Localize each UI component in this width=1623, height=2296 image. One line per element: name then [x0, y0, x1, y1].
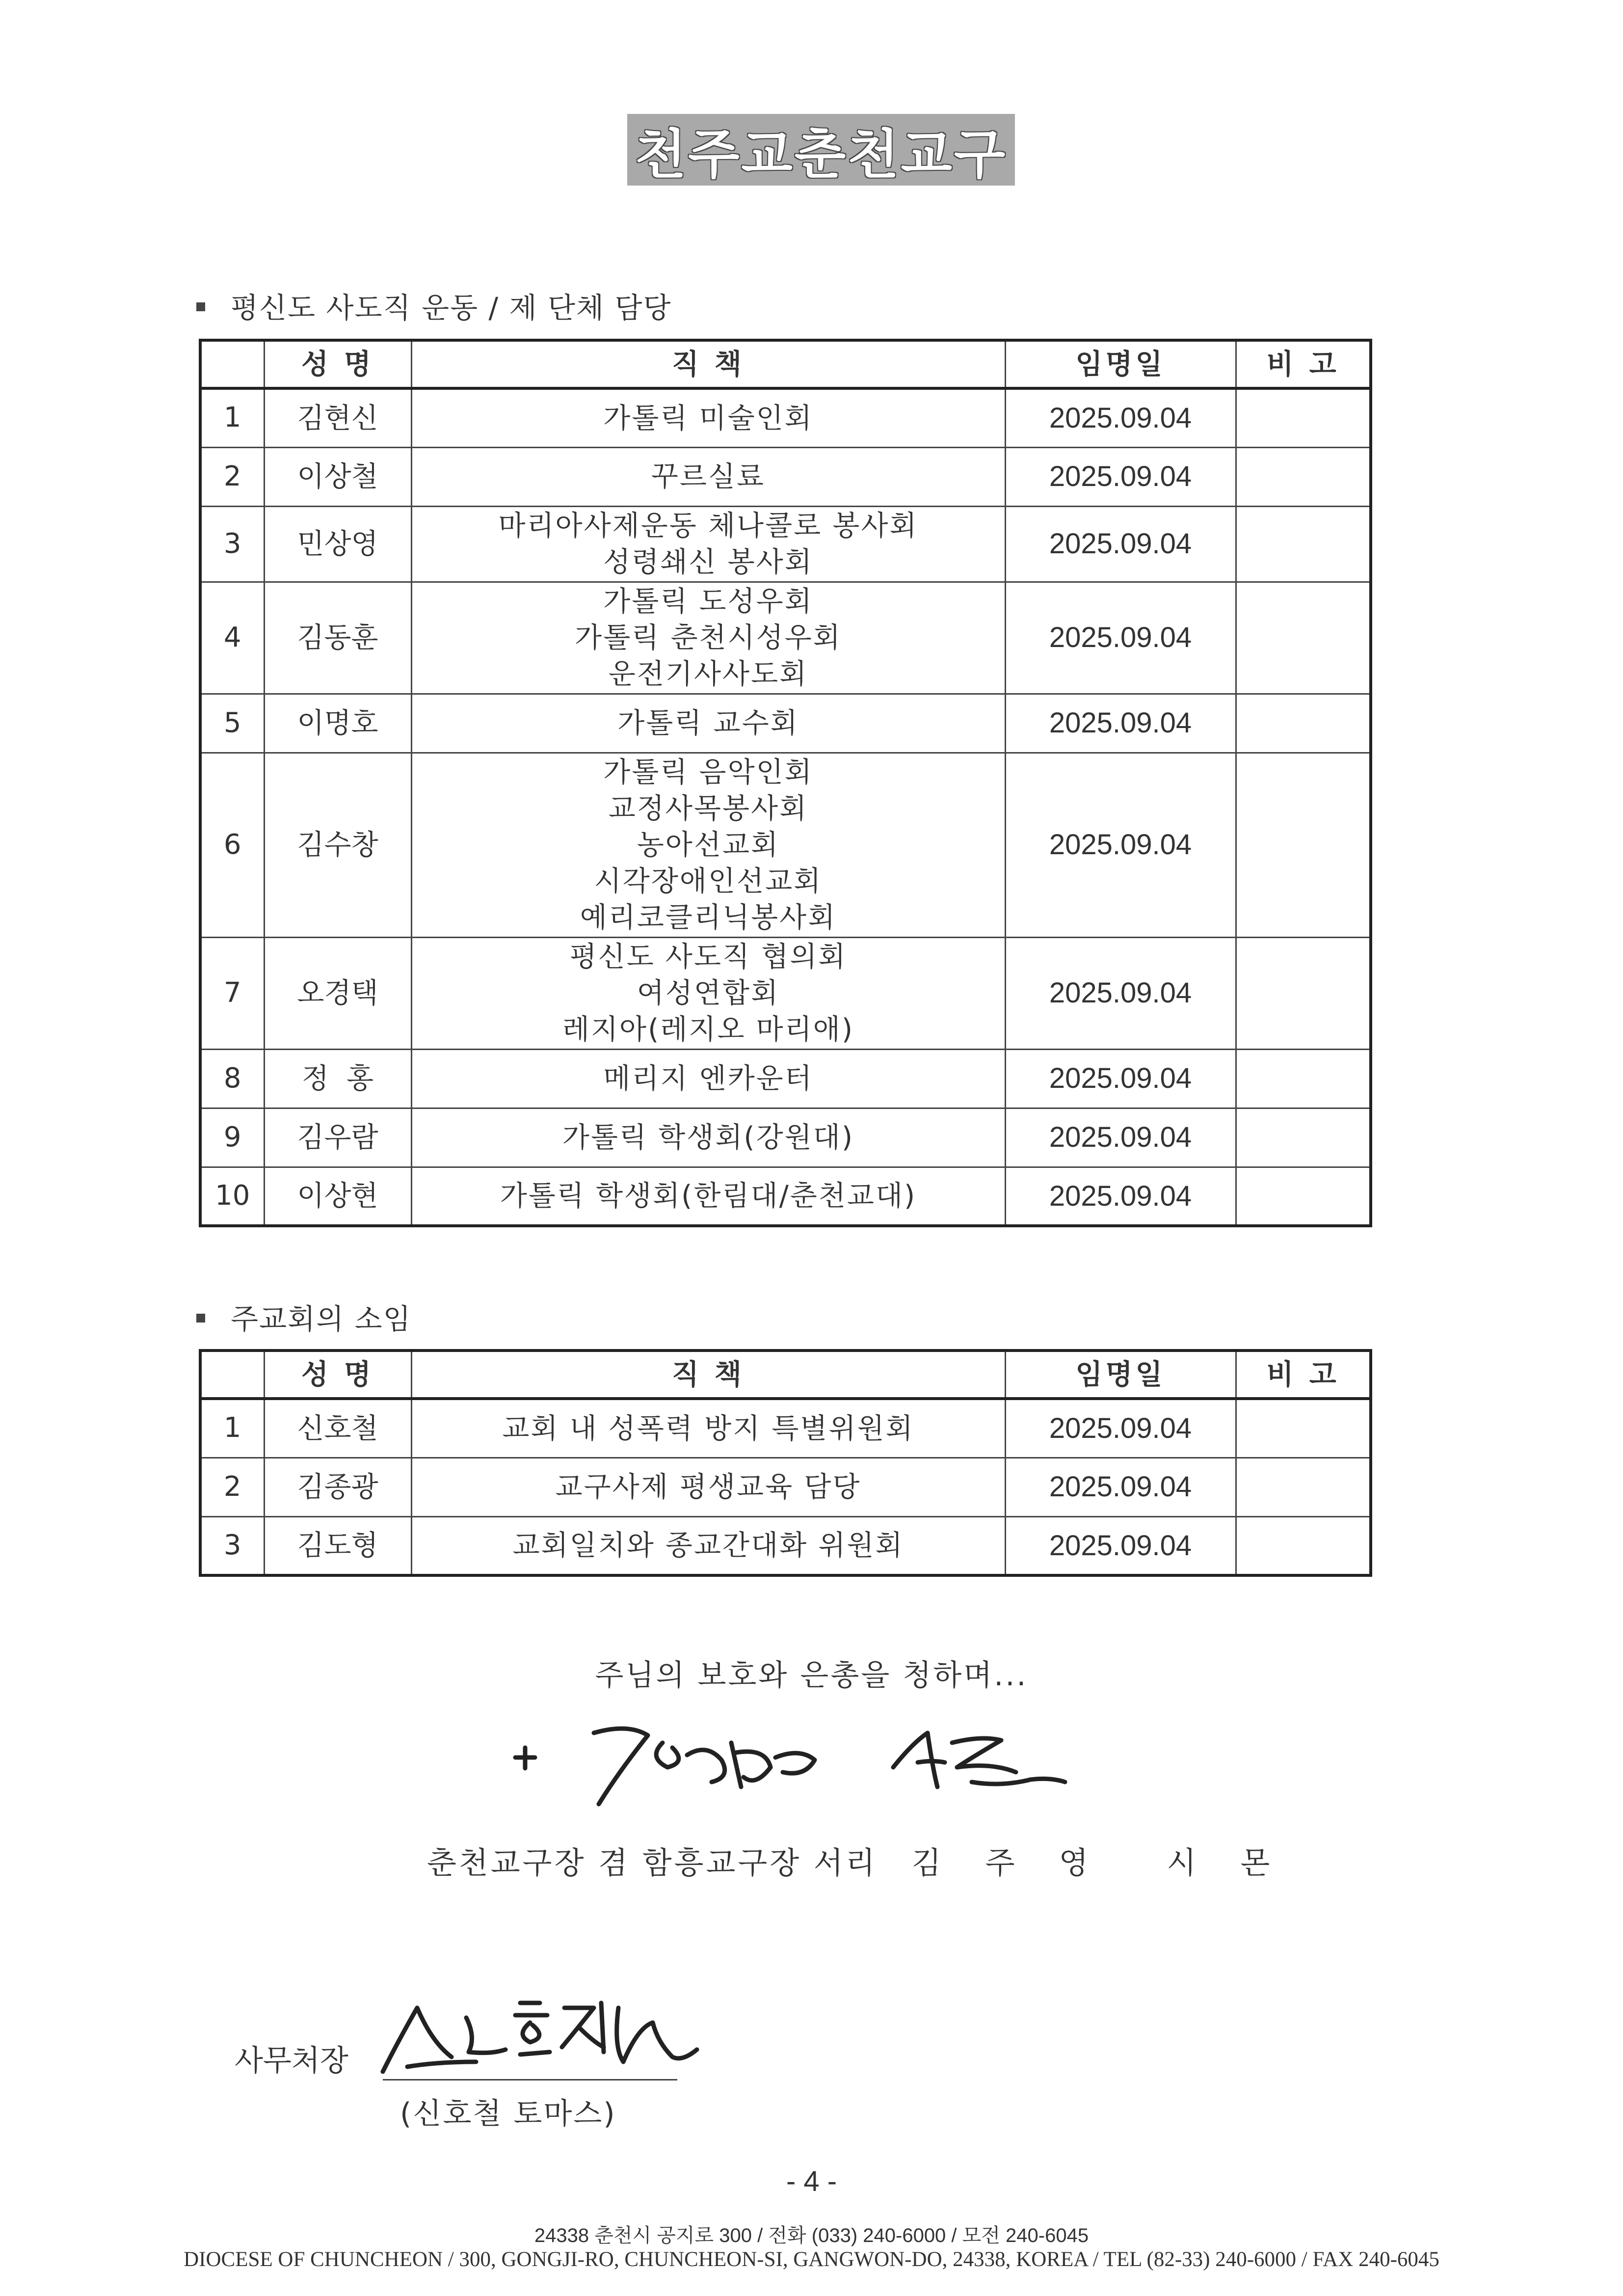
- position-cell: [411, 694, 1005, 753]
- appointment-date: 2025.09.04: [1005, 694, 1236, 753]
- appointment-date: 2025.09.04: [1005, 1049, 1236, 1108]
- row-number: 9: [200, 1108, 264, 1167]
- position-line: 여성연합회: [637, 976, 780, 1009]
- position-line: 꾸르실료: [651, 460, 766, 493]
- position-line: 가톨릭 도성우회: [603, 585, 813, 618]
- note-cell: [1236, 937, 1371, 1049]
- table-row: [200, 506, 1371, 582]
- person-name: 이상현: [264, 1167, 411, 1226]
- diocese-masthead: [627, 114, 1015, 186]
- position-line: 가톨릭 교수회: [617, 706, 799, 739]
- office-label: 사무처장: [235, 2044, 348, 2078]
- signature-underline: [383, 2079, 677, 2080]
- note-cell: [1236, 753, 1371, 937]
- position-line: 메리지 엔카운터: [603, 1062, 813, 1095]
- appointment-date: 2025.09.04: [1005, 1399, 1236, 1458]
- header-name: 성 명: [264, 340, 411, 388]
- position-cell: [411, 582, 1005, 694]
- footer-address-english: DIOCESE OF CHUNCHEON / 300, GONGJI-RO, CHUNCHEON-SI, GANGWON-DO, 24338, KOREA / TEL (82-33) 240-6000 / FAX 240-6045: [184, 2248, 1439, 2271]
- masthead-title: 천주교춘천교구: [635, 124, 1008, 186]
- section-2-table: [199, 1349, 1372, 1577]
- appointment-date: 2025.09.04: [1005, 1458, 1236, 1516]
- note-cell: [1236, 388, 1371, 447]
- position-line: 가톨릭 학생회(한림대/춘천교대): [500, 1180, 917, 1213]
- table-row: [200, 1167, 1371, 1226]
- appointment-date: 2025.09.04: [1005, 582, 1236, 694]
- position-cell: [411, 753, 1005, 937]
- person-name: 김동훈: [264, 582, 411, 694]
- position-cell: [411, 1049, 1005, 1108]
- person-name: 김우람: [264, 1108, 411, 1167]
- position-line: 성령쇄신 봉사회: [603, 546, 813, 578]
- table-header-row: [200, 340, 1371, 388]
- row-number: 3: [200, 506, 264, 582]
- page-number: - 4 -: [786, 2165, 837, 2197]
- appointment-date: 2025.09.04: [1005, 447, 1236, 506]
- row-number: 7: [200, 937, 264, 1049]
- position-line: 가톨릭 음악인회: [603, 756, 813, 788]
- position-line: 가톨릭 학생회(강원대): [562, 1121, 854, 1154]
- row-number: 2: [200, 1458, 264, 1516]
- header-date: 임명일: [1005, 340, 1236, 388]
- note-cell: [1236, 1399, 1371, 1458]
- note-cell: [1236, 582, 1371, 694]
- note-cell: [1236, 1516, 1371, 1575]
- row-number: 5: [200, 694, 264, 753]
- person-name: 김현신: [264, 388, 411, 447]
- person-name: 신호철: [264, 1399, 411, 1458]
- bishop-baptismal-name: 시몬: [1167, 1845, 1314, 1881]
- position-line: 교정사목봉사회: [608, 792, 808, 825]
- bishop-signature-image: [501, 1713, 1090, 1811]
- note-cell: [1236, 694, 1371, 753]
- position-cell: [411, 1108, 1005, 1167]
- position-cell: [411, 1458, 1005, 1516]
- position-cell: [411, 1167, 1005, 1226]
- appointment-date: 2025.09.04: [1005, 388, 1236, 447]
- position-line: 예리코클리닉봉사회: [580, 901, 837, 934]
- appointment-date: 2025.09.04: [1005, 1108, 1236, 1167]
- section-1-heading: [196, 285, 672, 326]
- row-number: 8: [200, 1049, 264, 1108]
- header-date: 임명일: [1005, 1351, 1236, 1399]
- header-note: 비 고: [1236, 1351, 1371, 1399]
- table-row: [200, 694, 1371, 753]
- section-1-title: 평신도 사도직 운동 / 제 단체 담당: [231, 291, 672, 324]
- person-name: 민상영: [264, 506, 411, 582]
- square-bullet-icon: [196, 302, 205, 311]
- position-line: 가톨릭 춘천시성우회: [575, 621, 842, 654]
- position-cell: [411, 1399, 1005, 1458]
- header-name: 성 명: [264, 1351, 411, 1399]
- table-row: [200, 1049, 1371, 1108]
- person-name: 정 홍: [264, 1049, 411, 1108]
- position-cell: [411, 447, 1005, 506]
- appointment-date: 2025.09.04: [1005, 937, 1236, 1049]
- person-name: 이상철: [264, 447, 411, 506]
- header-note: 비 고: [1236, 340, 1371, 388]
- note-cell: [1236, 447, 1371, 506]
- appointment-date: 2025.09.04: [1005, 1167, 1236, 1226]
- person-name: 김수창: [264, 753, 411, 937]
- office-holder-name: (신호철 토마스): [400, 2097, 616, 2131]
- table-row: [200, 753, 1371, 937]
- position-line: 시각장애인선교회: [594, 865, 823, 898]
- row-number: 3: [200, 1516, 264, 1575]
- note-cell: [1236, 1108, 1371, 1167]
- table-row: [200, 582, 1371, 694]
- position-line: 평신도 사도직 협의회: [569, 940, 847, 973]
- note-cell: [1236, 506, 1371, 582]
- appointment-date: 2025.09.04: [1005, 753, 1236, 937]
- bishop-title-line: [427, 1838, 1314, 1882]
- row-number: 4: [200, 582, 264, 694]
- bishop-name: 김주영: [911, 1845, 1133, 1881]
- person-name: 김종광: [264, 1458, 411, 1516]
- position-line: 레지아(레지오 마리애): [562, 1013, 854, 1046]
- position-cell: [411, 937, 1005, 1049]
- header-role: 직 책: [411, 1351, 1005, 1399]
- section-1-table: [199, 339, 1372, 1227]
- section-1-rows: [200, 388, 1371, 1226]
- person-name: 김도형: [264, 1516, 411, 1575]
- row-number: 6: [200, 753, 264, 937]
- position-cell: [411, 388, 1005, 447]
- table-row: [200, 937, 1371, 1049]
- section-2-title: 주교회의 소임: [231, 1302, 412, 1336]
- table-row: [200, 388, 1371, 447]
- position-cell: [411, 506, 1005, 582]
- table-row: [200, 1516, 1371, 1575]
- table-header-row: [200, 1351, 1371, 1399]
- section-2-rows: [200, 1399, 1371, 1575]
- position-line: 교회일치와 종교간대화 위원회: [512, 1529, 904, 1562]
- position-line: 교구사제 평생교육 담당: [555, 1470, 861, 1503]
- header-role: 직 책: [411, 340, 1005, 388]
- note-cell: [1236, 1167, 1371, 1226]
- appointment-date: 2025.09.04: [1005, 506, 1236, 582]
- table-row: [200, 1108, 1371, 1167]
- table-row: [200, 1399, 1371, 1458]
- appointment-date: 2025.09.04: [1005, 1516, 1236, 1575]
- row-number: 1: [200, 1399, 264, 1458]
- note-cell: [1236, 1049, 1371, 1108]
- note-cell: [1236, 1458, 1371, 1516]
- section-2-heading: [196, 1296, 412, 1337]
- square-bullet-icon: [196, 1314, 205, 1323]
- row-number: 10: [200, 1167, 264, 1226]
- footer-address-korean: 24338 춘천시 공지로 300 / 전화 (033) 240-6000 / 모전 240-6045: [534, 2225, 1089, 2246]
- table-row: [200, 447, 1371, 506]
- position-line: 농아선교회: [637, 828, 780, 861]
- row-number: 1: [200, 388, 264, 447]
- header-no: [200, 1351, 264, 1399]
- position-cell: [411, 1516, 1005, 1575]
- position-line: 마리아사제운동 체나콜로 봉사회: [498, 509, 918, 542]
- position-line: 운전기사사도회: [608, 658, 808, 691]
- closing-blessing: 주님의 보호와 은총을 청하며...: [595, 1658, 1028, 1693]
- position-line: 교회 내 성폭력 방지 특별위원회: [502, 1412, 914, 1445]
- office-signature-image: [378, 1988, 702, 2077]
- position-line: 가톨릭 미술인회: [603, 402, 813, 434]
- row-number: 2: [200, 447, 264, 506]
- person-name: 오경택: [264, 937, 411, 1049]
- header-no: [200, 340, 264, 388]
- person-name: 이명호: [264, 694, 411, 753]
- table-row: [200, 1458, 1371, 1516]
- bishop-title: 춘천교구장 겸 함흥교구장 서리: [427, 1845, 878, 1881]
